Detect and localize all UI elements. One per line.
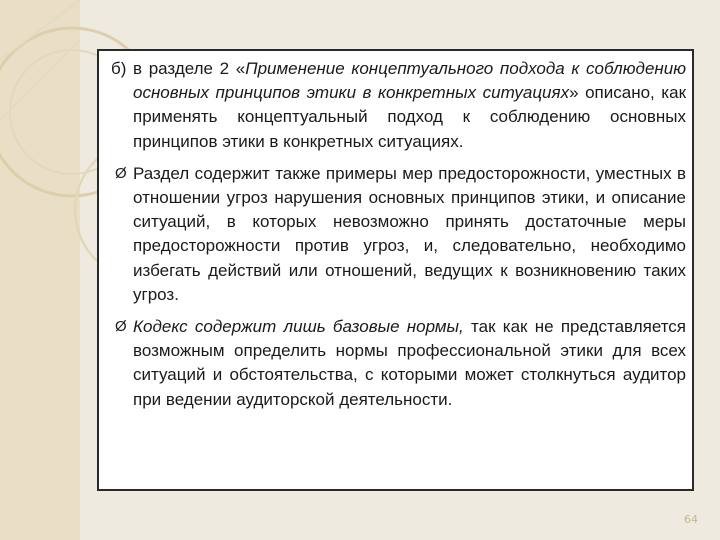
section-title-italic: Применение концептуального подхода к соблюдению основных принципов этики в конкретных ситуациях	[133, 59, 687, 103]
bullet-paragraph-code	[105, 315, 686, 412]
page-number: 64	[684, 513, 698, 526]
paragraph-b-lead: в разделе 2 «	[133, 59, 246, 78]
bullet-italic-text: Кодекс содержит лишь базовые нормы,	[133, 317, 464, 337]
paragraph-label: б)	[111, 59, 127, 78]
bullet-arrow-icon: Ø	[115, 318, 127, 336]
bullet-paragraph-examples	[105, 162, 686, 307]
bullet-text: Раздел содержит также примеры мер предосторожности, уместных в отношении угроз нарушения основных принципов этики, и описание ситуаций, в которых невозможно принять достаточные меры предосторожности против угроз, и, следовательно, необходимо избегать действий или отношений, ведущих к возникновению таких угроз.	[133, 163, 686, 304]
content-box	[97, 49, 694, 491]
paragraph-b	[105, 57, 686, 154]
bullet-arrow-icon: Ø	[115, 164, 127, 182]
paragraph-b-rest: » описано, как применять концептуальный подход к соблюдению основных принципов этики в конкретных ситуациях.	[133, 83, 687, 151]
bullet-text: так как не представляется возможным определить нормы профессиональной этики для всех ситуаций и обстоятельства, с которыми может столкнуться аудитор при ведении аудиторской деятельности.	[133, 317, 687, 409]
